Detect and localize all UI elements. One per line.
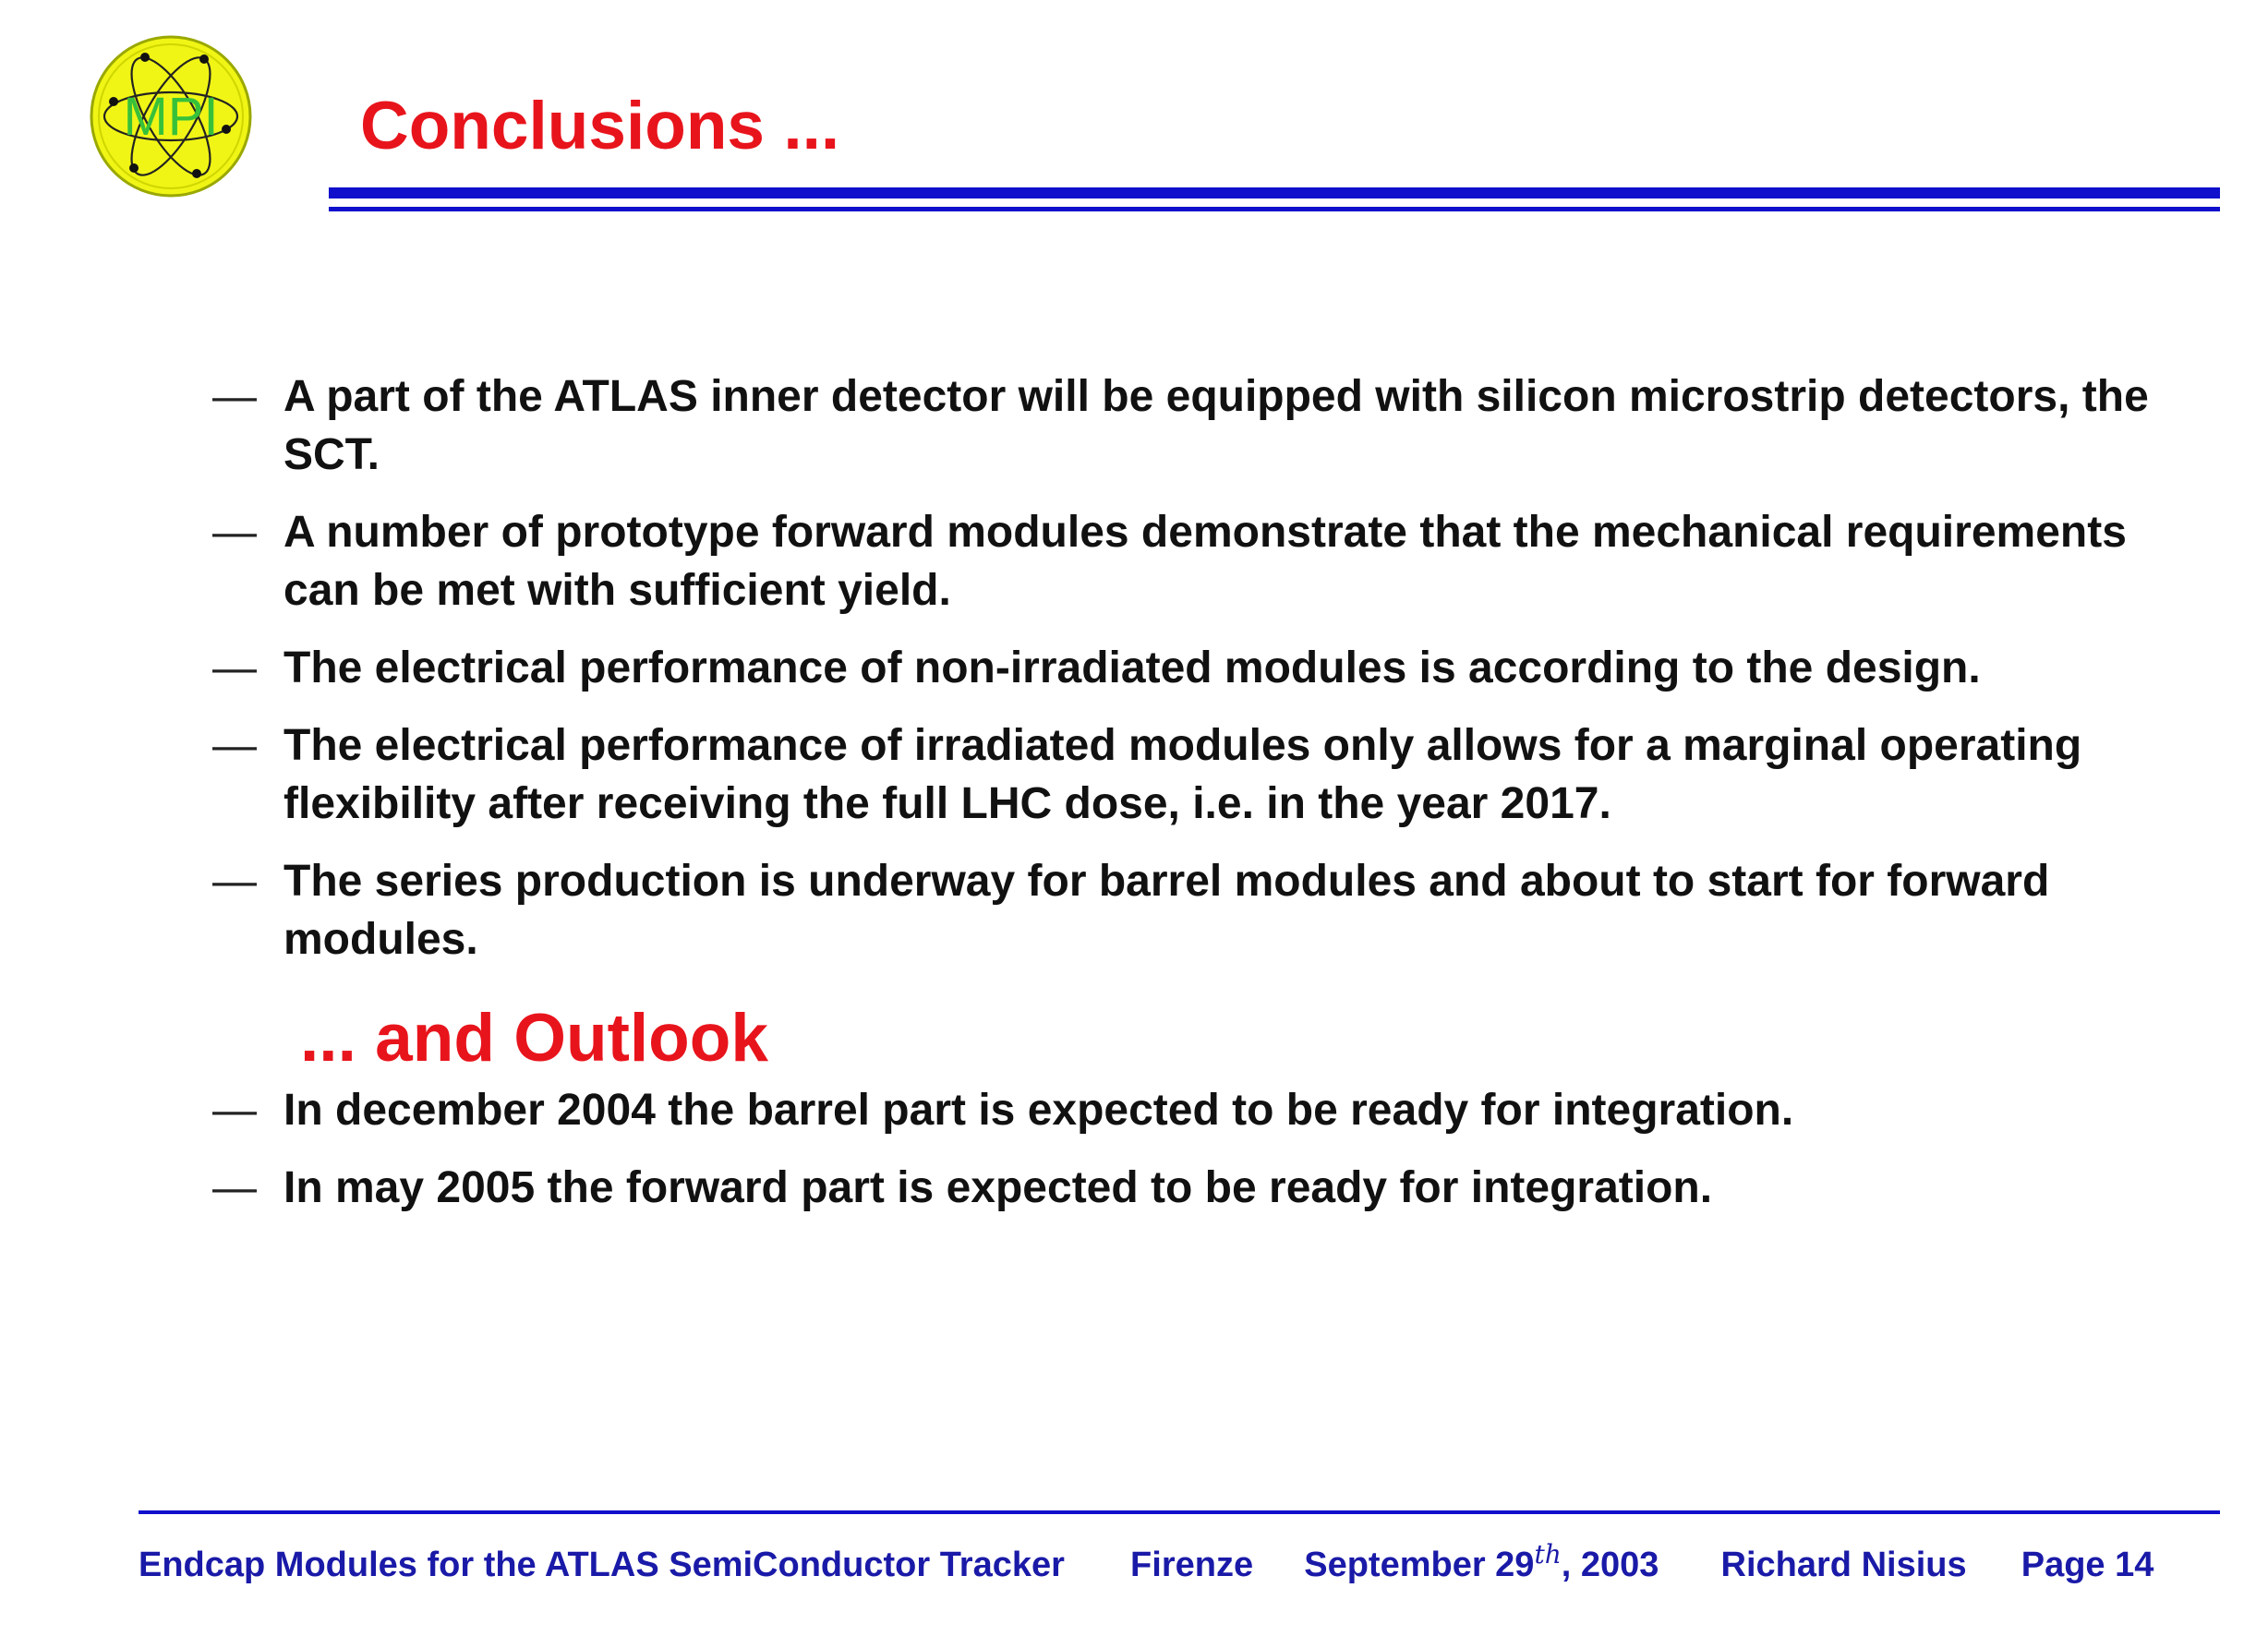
logo-text: MPI (123, 87, 219, 147)
mpi-logo (88, 33, 254, 199)
page-title: Conclusions ... (360, 89, 840, 163)
dash-bullet: — (212, 644, 257, 692)
list-item-text: The electrical performance of non-irradiated modules is according to the design. (284, 644, 1981, 692)
conclusions-list (208, 367, 2193, 968)
dash-bullet: — (212, 857, 257, 906)
dash-bullet: — (212, 1086, 257, 1135)
outlook-list (208, 1081, 2193, 1217)
list-item-text: In may 2005 the forward part is expected to be ready for integration. (284, 1163, 1713, 1212)
dash-bullet: — (212, 721, 257, 770)
footer-page-number: 14 (2115, 1546, 2154, 1584)
list-item-text: A part of the ATLAS inner detector will be equipped with silicon microstrip detectors, the SCT. (284, 372, 2149, 479)
list-item (208, 852, 2193, 968)
list-item-text: A number of prototype forward modules demonstrate that the mechanical requirements can be met with sufficient yield. (284, 508, 2127, 615)
footer-author: Richard Nisius (1720, 1546, 1967, 1584)
footer-date-suffix: , 2003 (1561, 1546, 1659, 1584)
footer-rule (139, 1510, 2220, 1514)
dash-bullet: — (212, 1163, 257, 1212)
footer-location: Firenze (1130, 1546, 1254, 1584)
outlook-heading: ... and Outlook (300, 1001, 768, 1076)
list-item (208, 639, 2193, 697)
footer-date (1304, 1539, 1659, 1591)
list-item-text: The electrical performance of irradiated modules only allows for a marginal operating flexibility after receiving the full LHC dose, i.e. in the year 2017. (284, 721, 2082, 828)
list-item-text: In december 2004 the barrel part is expected to be ready for integration. (284, 1086, 1794, 1135)
footer (139, 1539, 2153, 1591)
dash-bullet: — (212, 372, 257, 421)
footer-page-label: Page (2021, 1546, 2105, 1584)
header-rule-thin (329, 207, 2220, 211)
footer-date-prefix: September 29 (1304, 1546, 1535, 1584)
list-item-text: The series production is underway for barrel modules and about to start for forward modules. (284, 857, 2050, 964)
list-item (208, 503, 2193, 620)
slide-content (208, 367, 2193, 1236)
header-rule-thick (329, 187, 2220, 198)
footer-talk-title: Endcap Modules for the ATLAS SemiConductor Tracker (139, 1546, 1065, 1584)
dash-bullet: — (212, 508, 257, 557)
list-item (208, 1081, 2193, 1139)
list-item (208, 367, 2193, 484)
list-item (208, 716, 2193, 833)
list-item (208, 1159, 2193, 1217)
footer-date-sup: th (1534, 1539, 1562, 1570)
